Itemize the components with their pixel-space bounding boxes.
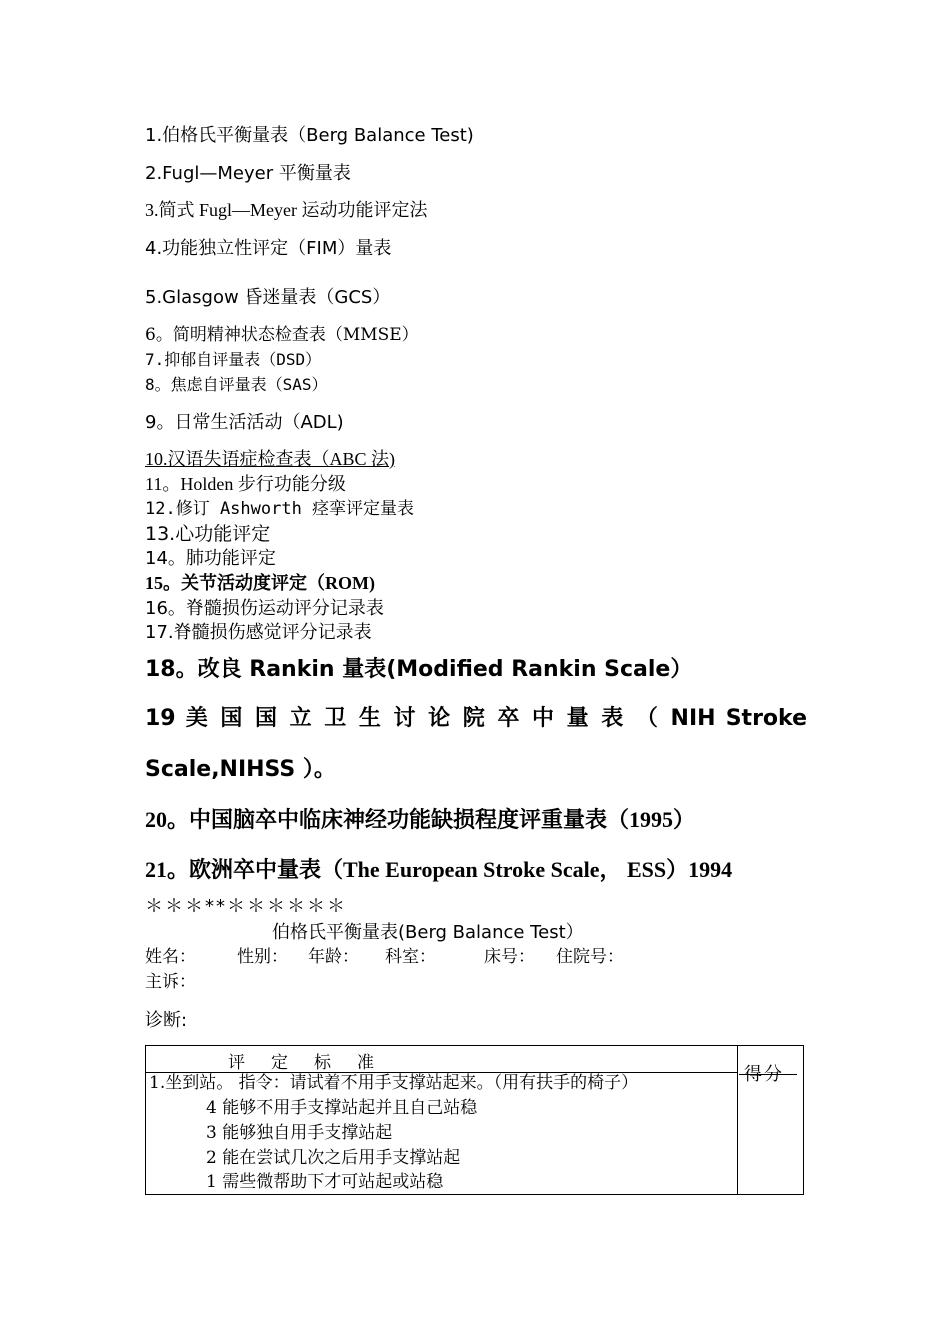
scale-item-20: 20。中国脑卒中临床神经功能缺损程度评重量表（1995）	[145, 807, 696, 832]
scale-item-14: 14。肺功能评定	[145, 548, 276, 569]
scale-item-2: 2.Fugl—Meyer 平衡量表	[145, 163, 351, 184]
scale-item-21: 21。欧洲卒中量表（The European Stroke Scale， ESS）1994	[145, 857, 733, 882]
bed-number-label: 床号：	[484, 947, 535, 967]
scale-item-17: 17.脊髓损伤感觉评分记录表	[145, 622, 372, 643]
item-1-option-2: 2 能在尝试几次之后用手支撑站起	[206, 1148, 461, 1168]
scale-item-11: 11。Holden 步行功能分级	[145, 474, 346, 494]
scale-item-16: 16。脊髓损伤运动评分记录表	[145, 598, 384, 619]
item-1-title: 1.坐到站。 指令：请试着不用手支撑站起来。（用有扶手的椅子）	[149, 1073, 639, 1093]
item-1-option-4: 4 能够不用手支撑站起并且自己站稳	[206, 1098, 478, 1118]
department-label: 科室：	[385, 947, 436, 967]
name-label: 姓名：	[145, 947, 196, 967]
form-title: 伯格氏平衡量表(Berg Balance Test）	[272, 922, 584, 943]
item-1-option-1: 1 需些微帮助下才可站起或站稳	[206, 1172, 444, 1192]
scale-item-4: 4.功能独立性评定（FIM）量表	[145, 238, 392, 259]
score-header-line	[739, 1074, 797, 1075]
scale-item-13: 13.心功能评定	[145, 523, 271, 545]
scale-item-15: 15。关节活动度评定（ROM)	[145, 573, 375, 593]
scale-item-7: 7.抑郁自评量表（DSD）	[145, 350, 322, 369]
scale-item-9: 9。日常生活活动（ADL)	[145, 412, 344, 433]
item-1-option-3: 3 能够独自用手支撑站起	[206, 1123, 393, 1143]
scale-item-10: 10.汉语失语症检查表（ABC 法)	[145, 449, 396, 469]
table-header-criteria: 评定标准	[228, 1053, 400, 1073]
scale-item-1: 1.伯格氏平衡量表（Berg Balance Test)	[145, 125, 474, 146]
age-label: 年龄：	[308, 947, 359, 967]
scale-item-18: 18。改良 Rankin 量表(Modified Rankin Scale）	[145, 657, 693, 682]
scale-item-6: 6。简明精神状态检查表（MMSE）	[145, 325, 419, 345]
admission-number-label: 住院号：	[556, 947, 624, 967]
gender-label: 性别：	[237, 947, 288, 967]
scale-item-3: 3.简式 Fugl—Meyer 运动功能评定法	[145, 200, 428, 220]
table-header-score: 得分	[744, 1064, 784, 1085]
scale-item-19-line-2: Scale,NIHSS ）。	[145, 757, 336, 782]
scale-item-19-line-1: 19 美 国 国 立 卫 生 讨 论 院 卒 中 量 表 （ NIH Stroke	[145, 706, 807, 731]
separator-line: ＊＊＊**＊＊＊＊＊＊	[145, 896, 347, 917]
table-column-divider	[737, 1046, 738, 1194]
scale-item-5: 5.Glasgow 昏迷量表（GCS）	[145, 287, 391, 308]
diagnosis-label: 诊断:	[145, 1010, 188, 1031]
patient-info-row	[145, 947, 624, 967]
chief-complaint-label: 主诉：	[145, 972, 196, 992]
assessment-table	[145, 1045, 804, 1195]
scale-item-12: 12.修订 Ashworth 痉挛评定量表	[145, 499, 415, 519]
scale-item-8: 8。焦虑自评量表（SAS）	[145, 375, 328, 394]
